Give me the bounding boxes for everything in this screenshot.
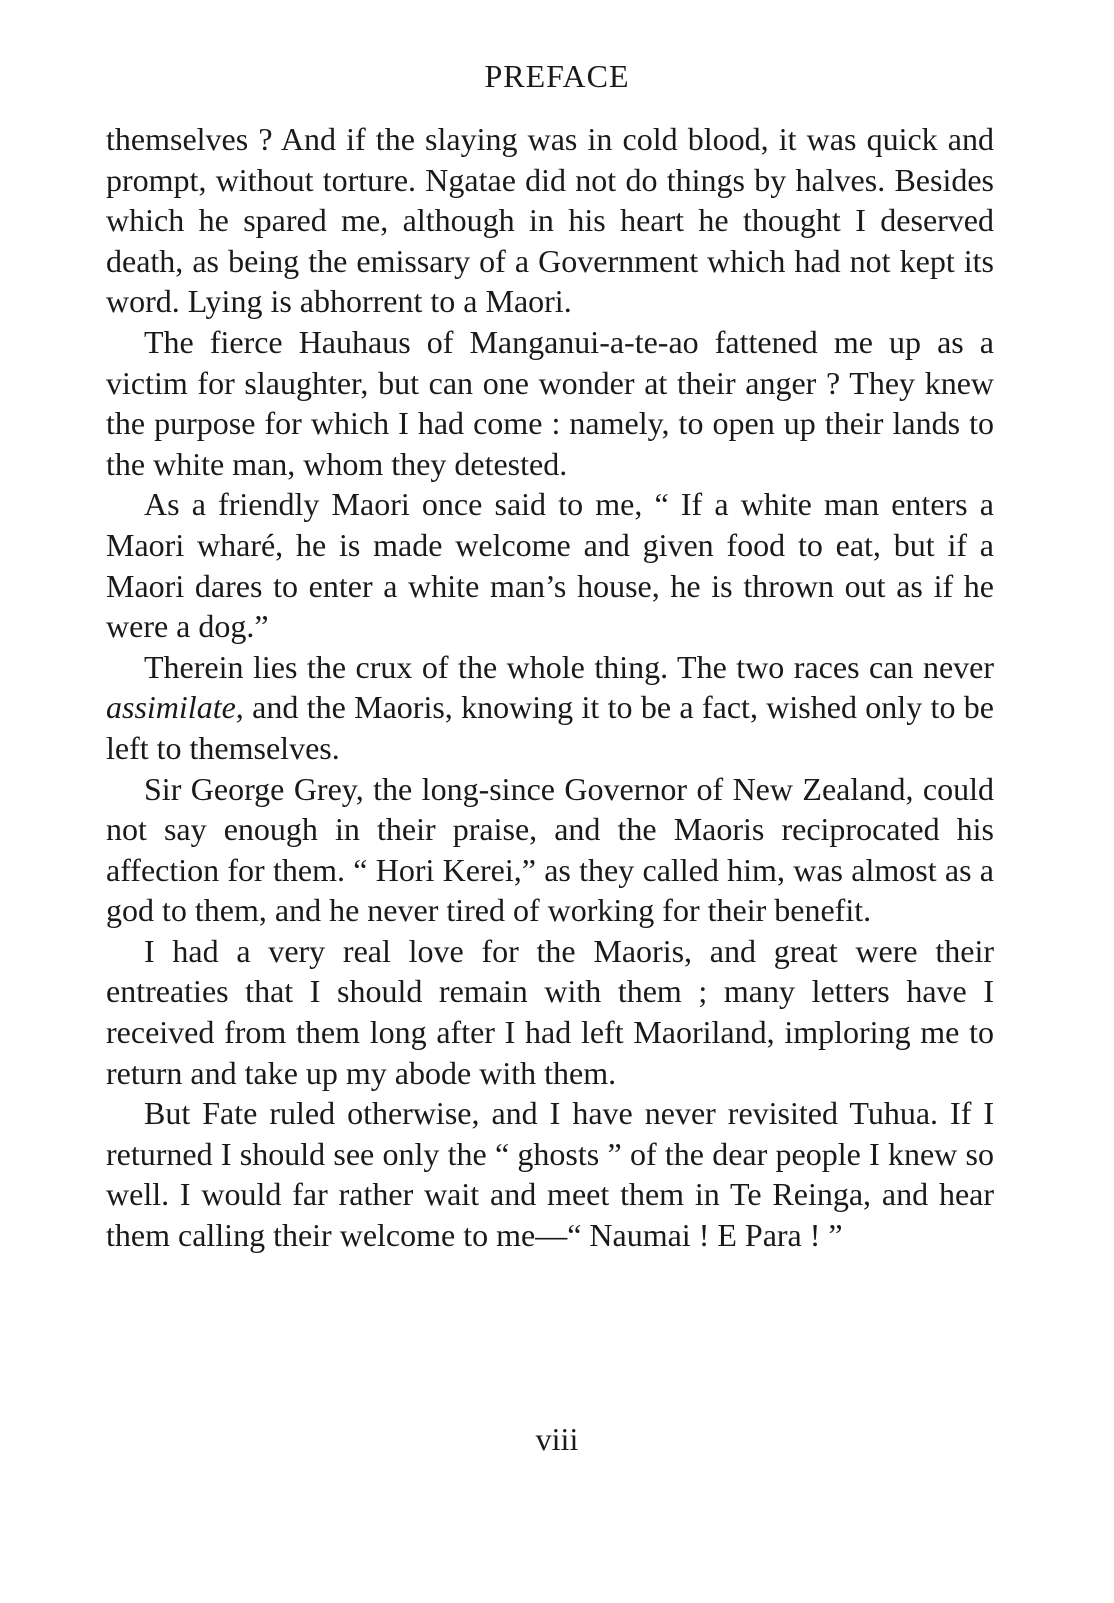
page-number: viii — [535, 1421, 579, 1457]
text-run: , and the Maoris, knowing it to be a fact, wished only to be left to themselves. — [106, 689, 994, 766]
text-run: themselves ? And if the slaying was in cold blood, it was quick and prompt, without torture. Ngatae did not do things by halves. Besides which he spared me, although in his heart he thought I deserved death, as being the emissary of a Government which had not kept its word. Lying is abhorrent to a Maori. — [106, 121, 994, 320]
paragraph — [106, 1093, 994, 1255]
paragraph — [106, 931, 994, 1093]
paragraph — [106, 322, 994, 484]
paragraph — [106, 484, 994, 646]
running-head: PREFACE — [484, 58, 630, 94]
text-run: The fierce Hauhaus of Manganui-a-te-ao fattened me up as a victim for slaughter, but can one wonder at their anger ? They knew the purpose for which I had come : namely, to open up their lands to the white man, whom they detested. — [106, 323, 994, 482]
paragraph — [106, 647, 994, 769]
text-run: Sir George Grey, the long-since Governor of New Zealand, could not say enough in their praise, and the Maoris reciprocated his affection for them. “ Hori Kerei,” as they called him, was almost as a god to them, and he never tired of working for their benefit. — [106, 770, 994, 929]
preface-body — [106, 119, 994, 1256]
italic-text: assimilate — [106, 689, 236, 726]
text-run: I had a very real love for the Maoris, and great were their entreaties that I should remain with them ; many letters have I received from them long after I had left Maoriland, imploring me to return and take up my abode with them. — [106, 932, 994, 1091]
paragraph — [106, 769, 994, 931]
text-run: But Fate ruled otherwise, and I have never revisited Tuhua. If I returned I should see only the “ ghosts ” of the dear people I knew so well. I would far rather wait and meet them in Te Reinga, and hear them calling their welcome to me—“ Naumai ! E Para ! ” — [106, 1095, 994, 1254]
paragraph-continued — [106, 119, 994, 322]
text-run: As a friendly Maori once said to me, “ If a white man enters a Maori wharé, he is made welcome and given food to eat, but if a Maori dares to enter a white man’s house, he is thrown out as if he were a dog.” — [106, 486, 994, 645]
text-run: Therein lies the crux of the whole thing. The two races can never — [144, 648, 994, 685]
